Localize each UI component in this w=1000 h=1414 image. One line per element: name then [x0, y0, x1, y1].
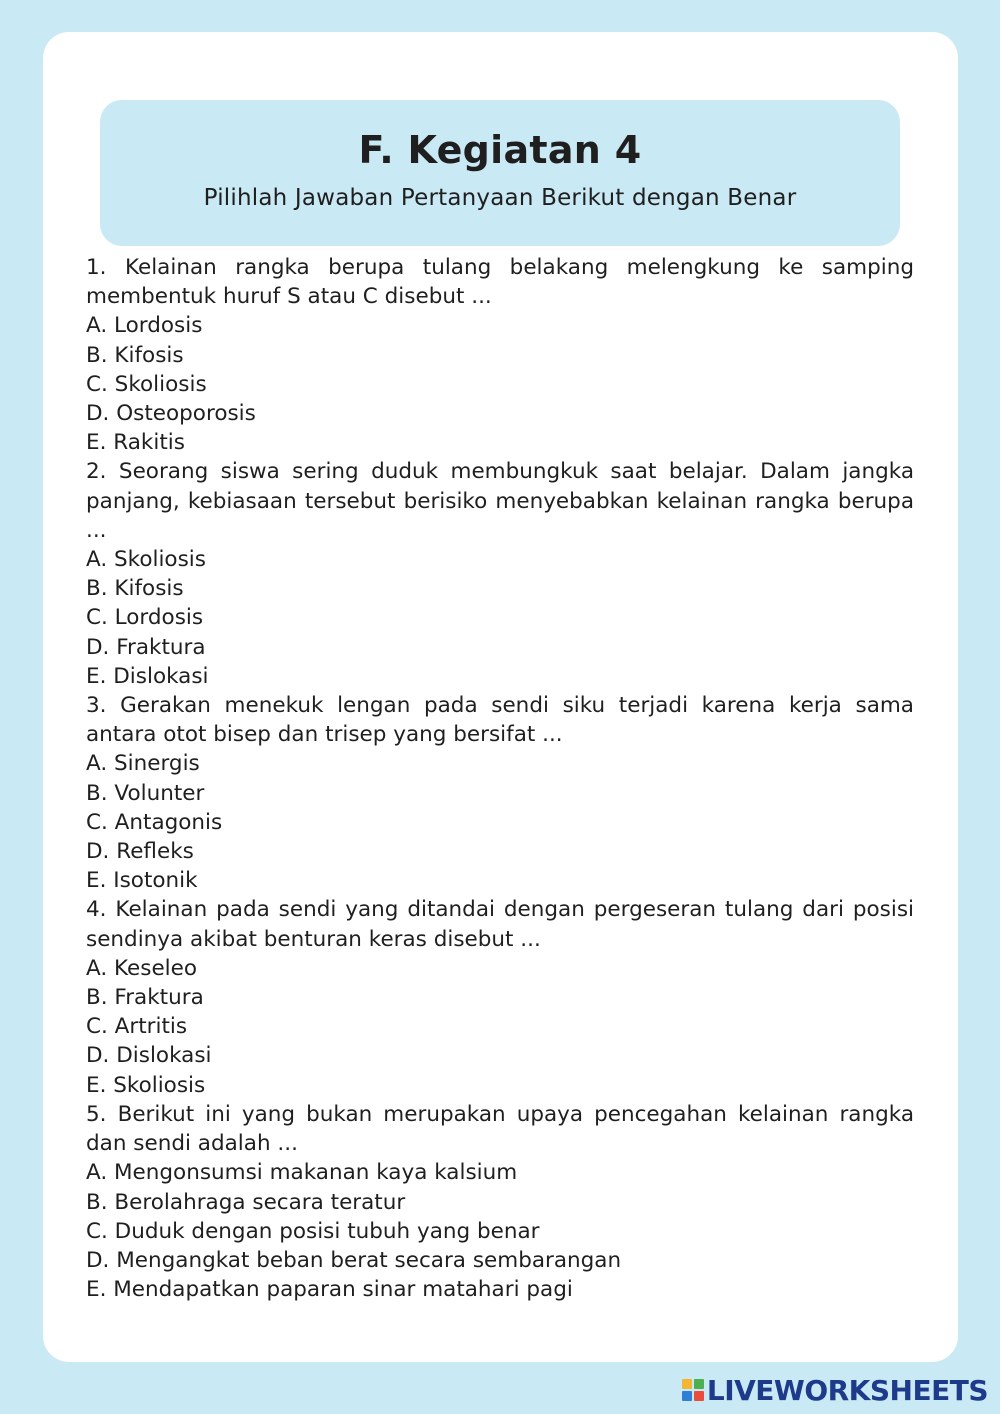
answer-option[interactable]: E. Skoliosis [86, 1072, 206, 1098]
liveworksheets-logo[interactable] [682, 1374, 988, 1406]
answer-option[interactable]: A. Mengonsumsi makanan kaya kalsium [86, 1160, 518, 1186]
answer-option[interactable]: D. Osteoporosis [86, 401, 256, 427]
answer-option[interactable]: E. Dislokasi [86, 663, 209, 689]
answer-option[interactable]: E. Mendapatkan paparan sinar matahari pagi [86, 1277, 573, 1303]
question-text: 1. Kelainan rangka berupa tulang belakang melengkung ke samping membentuk huruf S atau C disebut ... [86, 255, 914, 310]
question-5 [86, 1100, 914, 1304]
answer-option[interactable]: C. Skoliosis [86, 371, 207, 397]
answer-option[interactable]: A. Keseleo [86, 955, 198, 981]
answer-option[interactable]: B. Kifosis [86, 576, 184, 602]
logo-square-e [694, 1391, 704, 1401]
answer-option[interactable]: D. Mengangkat beban berat secara sembarangan [86, 1247, 622, 1273]
page-subtitle: Pilihlah Jawaban Pertanyaan Berikut dengan Benar [203, 185, 797, 211]
logo-square-v [682, 1391, 692, 1401]
question-4 [86, 895, 914, 1099]
answer-option[interactable]: E. Isotonik [86, 868, 198, 894]
answer-option[interactable]: B. Volunter [86, 780, 205, 806]
question-1 [86, 253, 914, 457]
answer-option[interactable]: E. Rakitis [86, 430, 185, 456]
answer-option[interactable]: A. Lordosis [86, 313, 203, 339]
answer-option[interactable]: D. Refleks [86, 839, 194, 865]
question-text: 5. Berikut ini yang bukan merupakan upaya pencegahan kelainan rangka dan sendi adalah ... [86, 1101, 914, 1157]
answer-option[interactable]: C. Artritis [86, 1014, 188, 1040]
answer-option[interactable]: C. Antagonis [86, 809, 223, 835]
liveworksheets-logo-icon [682, 1379, 704, 1401]
question-2 [86, 457, 914, 691]
logo-square-i [694, 1379, 704, 1389]
answer-option[interactable]: B. Fraktura [86, 985, 204, 1011]
logo-square-l [682, 1379, 692, 1389]
worksheet-header [100, 100, 900, 246]
answer-option[interactable]: B. Kifosis [86, 342, 184, 368]
answer-option[interactable]: D. Dislokasi [86, 1043, 212, 1069]
question-3 [86, 691, 914, 895]
answer-option[interactable]: D. Fraktura [86, 634, 206, 660]
question-text: 4. Kelainan pada sendi yang ditandai dengan pergeseran tulang dari posisi sendinya akibat benturan keras disebut ... [86, 897, 914, 952]
question-list [86, 253, 914, 1304]
answer-option[interactable]: C. Duduk dengan posisi tubuh yang benar [86, 1218, 540, 1244]
answer-option[interactable]: C. Lordosis [86, 605, 204, 631]
answer-option[interactable]: A. Sinergis [86, 751, 200, 777]
question-text: 2. Seorang siswa sering duduk membungkuk saat belajar. Dalam jangka panjang, kebiasaan tersebut berisiko menyebabkan kelainan rangka berupa ... [86, 459, 914, 543]
answer-option[interactable]: A. Skoliosis [86, 547, 206, 573]
logo-text: LIVEWORKSHEETS [706, 1373, 988, 1407]
page-title: F. Kegiatan 4 [358, 128, 642, 172]
answer-option[interactable]: B. Berolahraga secara teratur [86, 1189, 406, 1215]
question-text: 3. Gerakan menekuk lengan pada sendi siku terjadi karena kerja sama antara otot bisep dan trisep yang bersifat ... [86, 693, 914, 748]
